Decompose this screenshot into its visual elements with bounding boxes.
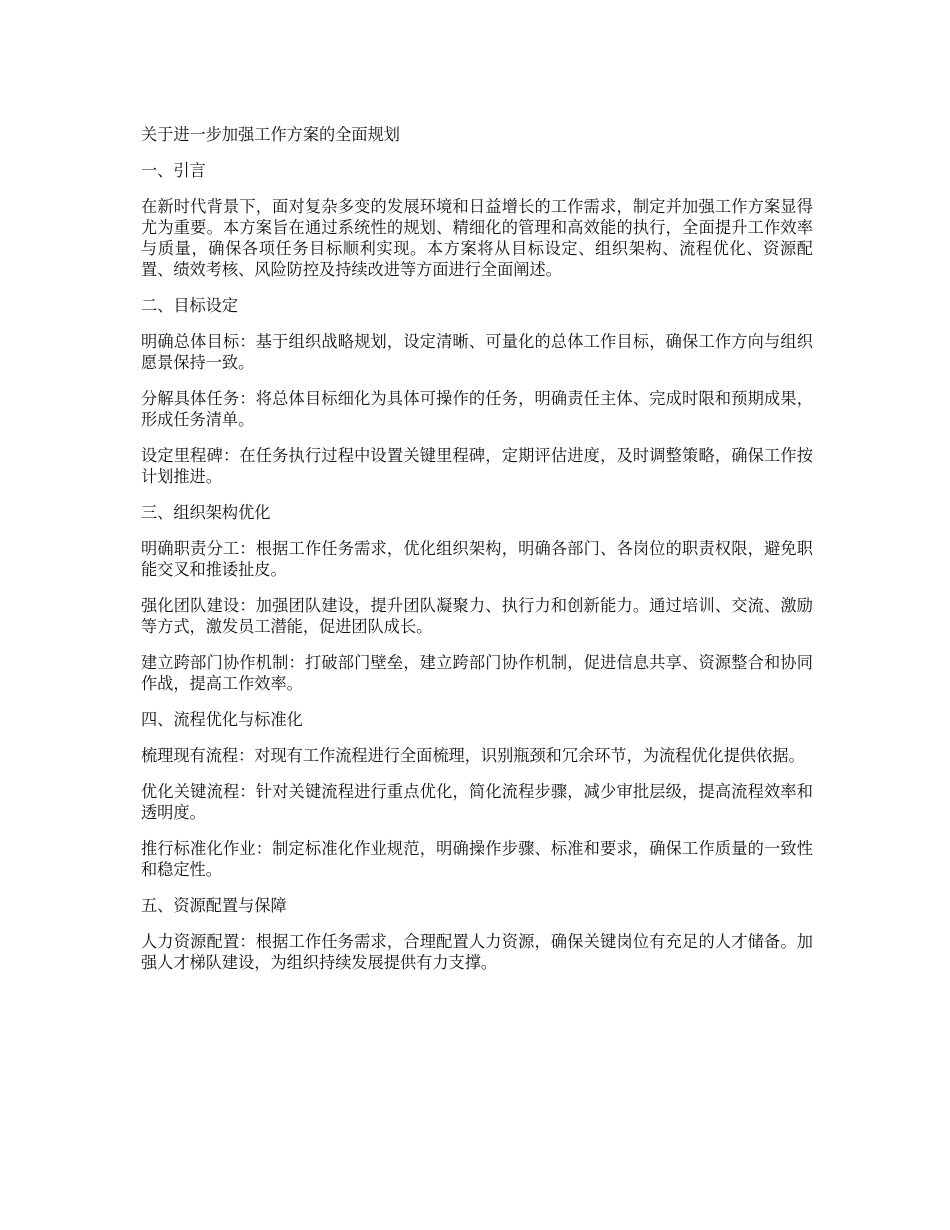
- paragraph-human-resources: 人力资源配置：根据工作任务需求，合理配置人力资源，确保关键岗位有充足的人才储备。加强人才梯队建设，为组织持续发展提供有力支撑。: [141, 932, 813, 972]
- paragraph-task-breakdown: 分解具体任务：将总体目标细化为具体可操作的任务，明确责任主体、完成时限和预期成果，形成任务清单。: [141, 389, 813, 429]
- paragraph-responsibilities: 明确职责分工：根据工作任务需求，优化组织架构，明确各部门、各岗位的职责权限，避免职能交叉和推诿扯皮。: [141, 539, 813, 579]
- paragraph-optimize-process: 优化关键流程：针对关键流程进行重点优化，简化流程步骤，减少审批层级，提高流程效率和透明度。: [141, 782, 813, 822]
- document-title: 关于进一步加强工作方案的全面规划: [141, 125, 400, 144]
- paragraph-cross-department: 建立跨部门协作机制：打破部门壁垒，建立跨部门协作机制，促进信息共享、资源整合和协同作战，提高工作效率。: [141, 653, 813, 693]
- document-body: [141, 124, 813, 988]
- section-heading-intro: 一、引言: [141, 161, 206, 180]
- paragraph-team-building: 强化团队建设：加强团队建设，提升团队凝聚力、执行力和创新能力。通过培训、交流、激励等方式，激发员工潜能，促进团队成长。: [141, 596, 813, 636]
- paragraph-overall-goal: 明确总体目标：基于组织战略规划，设定清晰、可量化的总体工作目标，确保工作方向与组织愿景保持一致。: [141, 332, 813, 372]
- paragraph-milestones: 设定里程碑：在任务执行过程中设置关键里程碑，定期评估进度，及时调整策略，确保工作按计划推进。: [141, 446, 813, 486]
- section-heading-goals: 二、目标设定: [141, 296, 239, 315]
- paragraph-standardization: 推行标准化作业：制定标准化作业规范，明确操作步骤、标准和要求，确保工作质量的一致性和稳定性。: [141, 839, 813, 879]
- section-heading-organization: 三、组织架构优化: [141, 503, 271, 522]
- section-heading-process: 四、流程优化与标准化: [141, 710, 303, 729]
- section-heading-resources: 五、资源配置与保障: [141, 896, 287, 915]
- paragraph-intro: 在新时代背景下，面对复杂多变的发展环境和日益增长的工作需求，制定并加强工作方案显得尤为重要。本方案旨在通过系统性的规划、精细化的管理和高效能的执行，全面提升工作效率与质量，确保各项任务目标顺利实现。本方案将从目标设定、组织架构、流程优化、资源配置、绩效考核、风险防控及持续改进等方面进行全面阐述。: [141, 197, 813, 279]
- paragraph-review-process: 梳理现有流程：对现有工作流程进行全面梳理，识别瓶颈和冗余环节，为流程优化提供依据。: [141, 746, 805, 765]
